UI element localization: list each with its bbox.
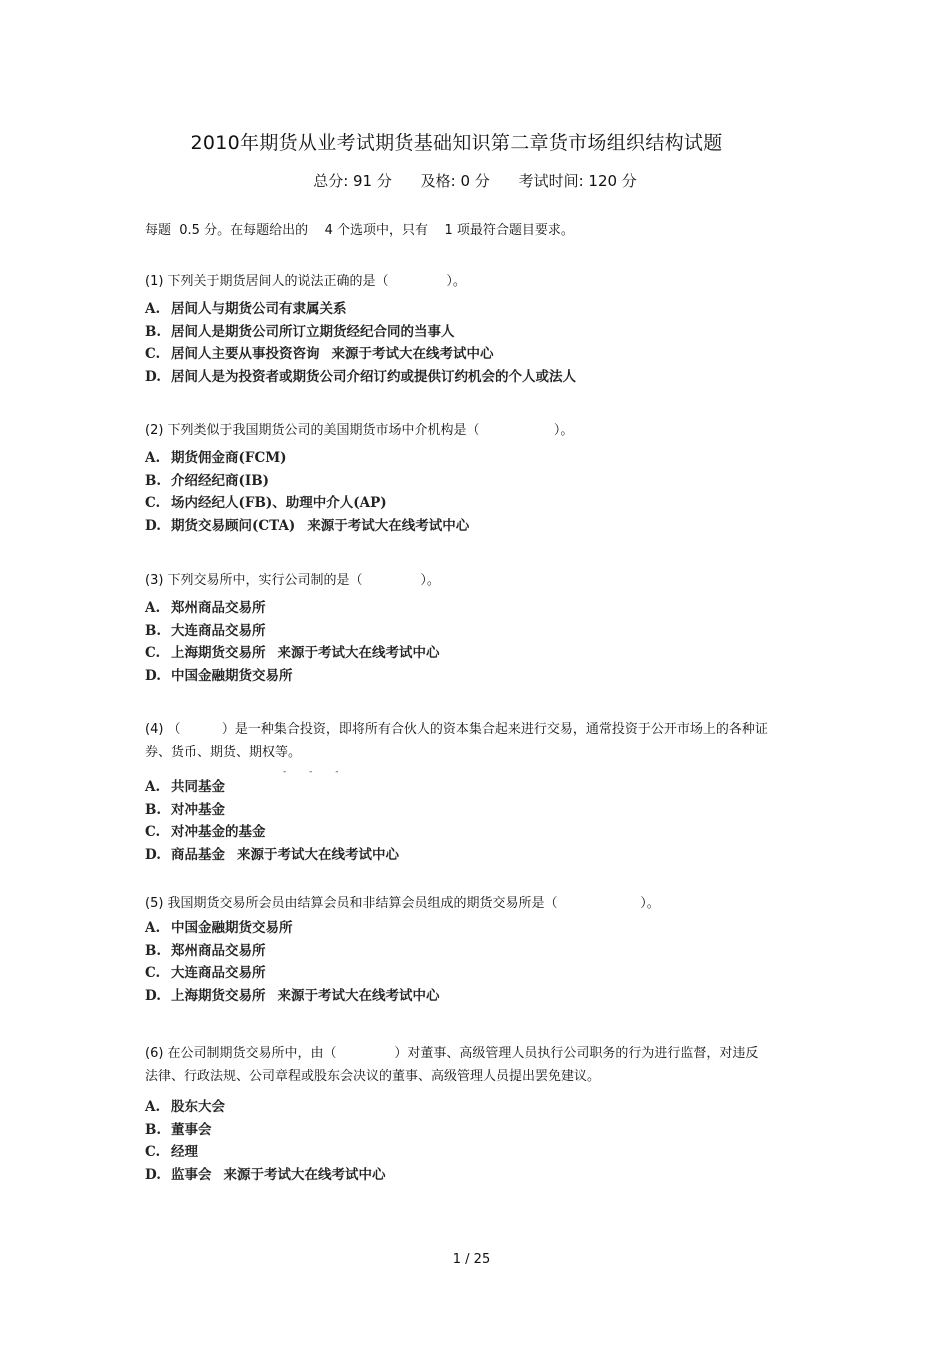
- option-b: [145, 1119, 770, 1142]
- option-list: [145, 597, 770, 687]
- option-text: 中国金融期货交易所: [171, 667, 293, 684]
- option-text: 上海期货交易所: [171, 987, 266, 1004]
- option-letter: B.: [145, 942, 162, 959]
- question-stem: (2) 下列类似于我国期货公司的美国期货市场中介机构是（ ）。: [145, 423, 574, 438]
- option-letter: C.: [145, 965, 161, 981]
- option-text: 大连商品交易所: [171, 622, 266, 639]
- source-note: 来源于考试大在线考试中心: [237, 846, 399, 863]
- option-a: [145, 447, 770, 470]
- option-text: 居间人是期货公司所订立期货经纪合同的当事人: [171, 323, 455, 340]
- option-list: [145, 298, 770, 388]
- option-letter: B.: [145, 472, 162, 489]
- option-d: [145, 985, 770, 1008]
- option-d: [145, 1164, 770, 1187]
- option-text: 商品基金: [171, 846, 225, 863]
- option-a: [145, 776, 770, 799]
- question-6: [145, 1042, 770, 1186]
- option-text: 郑州商品交易所: [171, 600, 266, 616]
- option-letter: D.: [145, 667, 161, 684]
- question-2: [145, 419, 770, 537]
- question-1: [145, 270, 770, 388]
- option-letter: A.: [145, 600, 161, 616]
- question-stem: (4) （ ）是一种集合投资，即将所有合伙人的资本集合起来进行交易，通常投资于公开市场上的各种证券、货币、期货、期权等。: [145, 722, 768, 760]
- instructions: 每题 0.5 分。在每题给出的 4 个选项中，只有 1 项最符合题目要求。: [145, 223, 574, 238]
- option-text: 共同基金: [171, 779, 225, 795]
- option-b: [145, 321, 770, 344]
- option-text: 居间人是为投资者或期货公司介绍订约或提供订约机会的个人或法人: [171, 368, 576, 385]
- source-note: 来源于考试大在线考试中心: [307, 517, 470, 534]
- option-text: 对冲基金: [171, 801, 225, 818]
- option-list: [145, 917, 770, 1007]
- option-text: 中国金融期货交易所: [171, 920, 293, 936]
- option-letter: A.: [145, 779, 161, 795]
- question-stem: (1) 下列关于期货居间人的说法正确的是（ ）。: [145, 274, 466, 289]
- option-b: [145, 620, 770, 643]
- option-letter: D.: [145, 987, 161, 1004]
- option-letter: C.: [145, 346, 161, 362]
- option-text: 居间人主要从事投资咨询: [171, 346, 320, 362]
- option-b: [145, 470, 770, 493]
- option-a: [145, 298, 770, 321]
- source-note: 来源于考试大在线考试中心: [331, 346, 494, 362]
- option-d: [145, 515, 770, 538]
- option-text: 上海期货交易所: [171, 645, 266, 661]
- option-a: [145, 1096, 770, 1119]
- option-letter: D.: [145, 517, 161, 534]
- option-letter: B.: [145, 801, 162, 818]
- option-list: [145, 1096, 770, 1186]
- exam-meta: [0, 170, 950, 191]
- option-letter: C.: [145, 1144, 161, 1160]
- option-text: 场内经纪人(FB)、助理中介人(AP): [171, 495, 387, 511]
- option-list: [145, 776, 770, 866]
- option-d: [145, 844, 770, 867]
- option-a: [145, 597, 770, 620]
- exam-time: 考试时间: 120 分: [518, 172, 637, 190]
- option-letter: C.: [145, 824, 161, 840]
- option-letter: B.: [145, 622, 162, 639]
- option-text: 对冲基金的基金: [171, 824, 266, 840]
- option-letter: C.: [145, 495, 161, 511]
- option-letter: D.: [145, 846, 161, 863]
- option-c: [145, 642, 770, 665]
- source-note: 来源于考试大在线考试中心: [223, 1166, 386, 1183]
- option-c: [145, 492, 770, 515]
- option-letter: A.: [145, 301, 161, 317]
- option-list: [145, 447, 770, 537]
- option-letter: B.: [145, 323, 162, 340]
- page-number: 1 / 25: [452, 1252, 491, 1267]
- pass-score: 及格: 0 分: [420, 172, 490, 190]
- option-letter: A.: [145, 1099, 161, 1115]
- option-text: 郑州商品交易所: [171, 942, 266, 959]
- option-text: 居间人与期货公司有隶属关系: [171, 301, 347, 317]
- option-letter: C.: [145, 645, 161, 661]
- question-stem: (6) 在公司制期货交易所中，由（ ）对董事、高级管理人员执行公司职务的行为进行监督，对违反法律、行政法规、公司章程或股东会决议的董事、高级管理人员提出罢免建议。: [145, 1046, 759, 1084]
- scan-artifact: ‐ ‐ ‐: [283, 767, 349, 777]
- question-5: [145, 892, 770, 1007]
- option-text: 期货交易顾问(CTA): [171, 517, 296, 534]
- question-3: [145, 569, 770, 687]
- option-letter: B.: [145, 1121, 162, 1138]
- option-letter: A.: [145, 920, 161, 936]
- question-4: [145, 718, 770, 866]
- option-text: 监事会: [171, 1166, 212, 1183]
- option-b: [145, 940, 770, 963]
- option-a: [145, 917, 770, 940]
- option-letter: D.: [145, 368, 161, 385]
- option-text: 董事会: [171, 1121, 212, 1138]
- question-stem: (5) 我国期货交易所会员由结算会员和非结算会员组成的期货交易所是（ ）。: [145, 896, 660, 911]
- option-c: [145, 1141, 770, 1164]
- option-text: 股东大会: [171, 1099, 225, 1115]
- source-note: 来源于考试大在线考试中心: [277, 987, 440, 1004]
- question-stem: (3) 下列交易所中，实行公司制的是（ ）。: [145, 573, 440, 588]
- option-text: 经理: [171, 1144, 198, 1160]
- option-text: 介绍经纪商(IB): [171, 472, 270, 489]
- option-letter: A.: [145, 450, 161, 466]
- source-note: 来源于考试大在线考试中心: [277, 645, 440, 661]
- total-score: 总分: 91 分: [313, 172, 392, 190]
- option-text: 期货佣金商(FCM): [171, 450, 287, 466]
- option-d: [145, 665, 770, 688]
- document-title: 2010年期货从业考试期货基础知识第二章货市场组织结构试题: [190, 132, 723, 154]
- option-b: [145, 799, 770, 822]
- option-c: [145, 962, 770, 985]
- option-letter: D.: [145, 1166, 161, 1183]
- option-text: 大连商品交易所: [171, 965, 266, 981]
- option-c: [145, 343, 770, 366]
- option-d: [145, 366, 770, 389]
- option-c: [145, 821, 770, 844]
